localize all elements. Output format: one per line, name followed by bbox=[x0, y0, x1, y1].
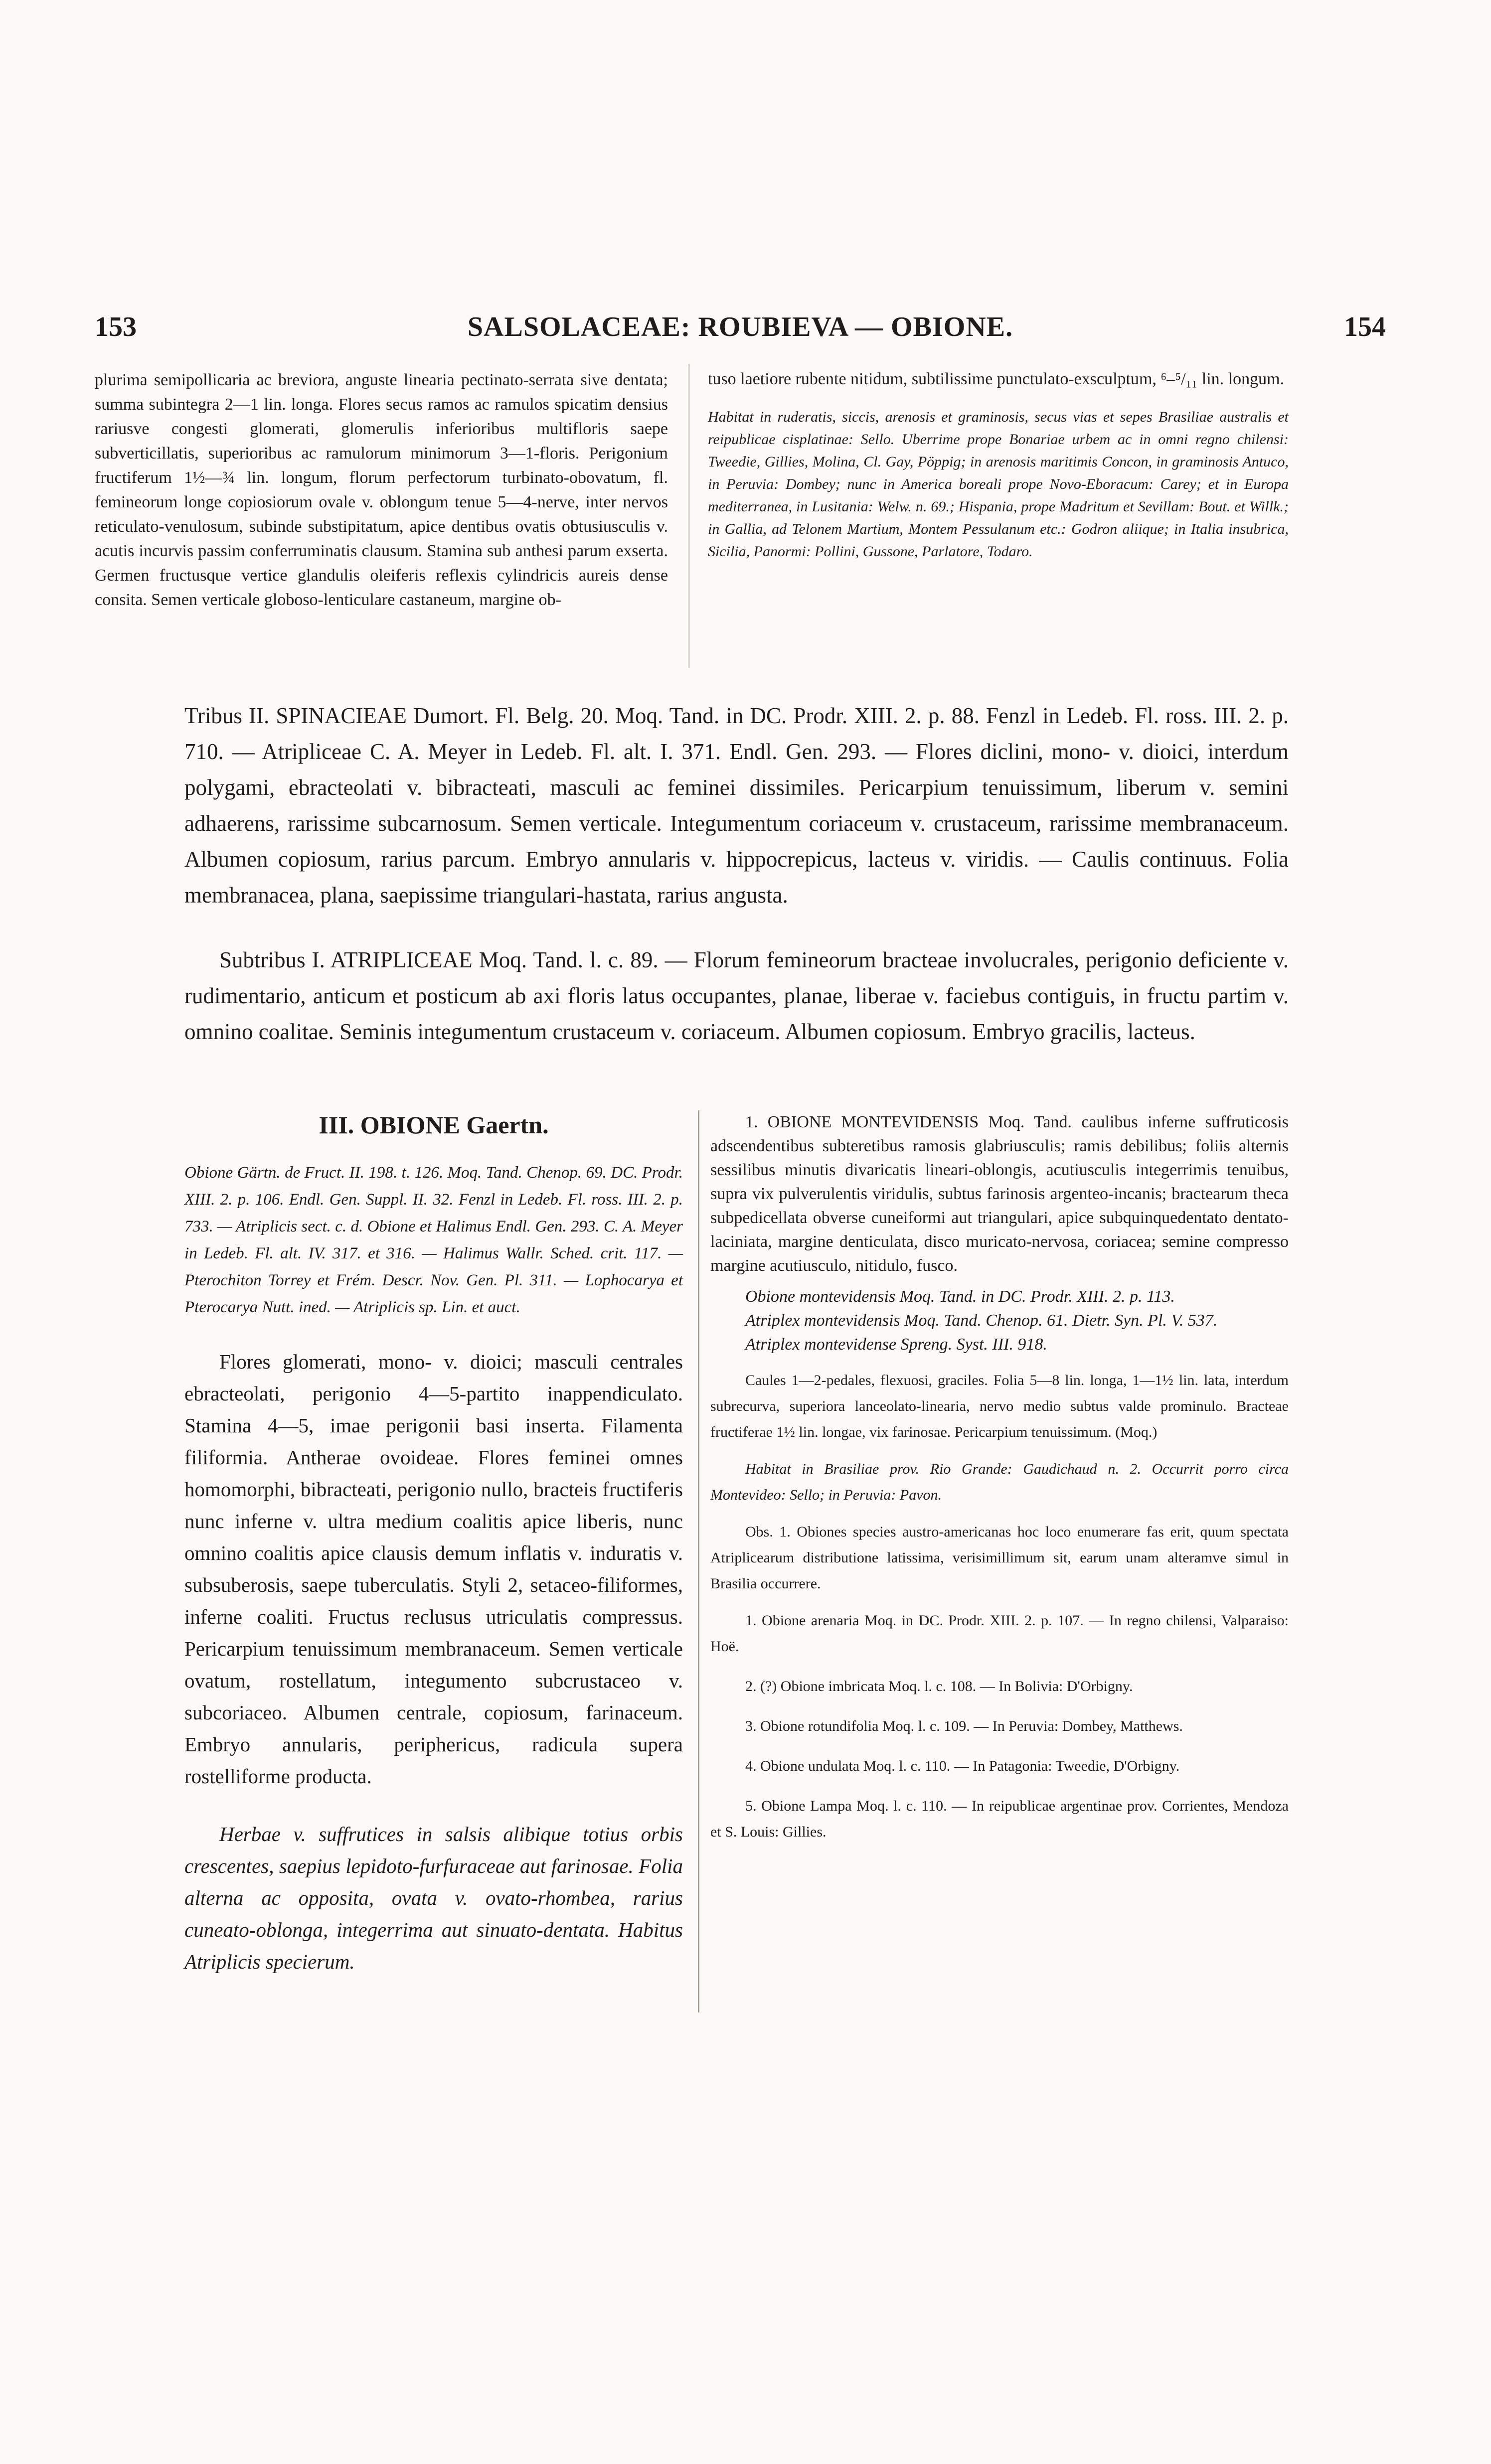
seed-description-end: tuso laetiore rubente nitidum, subtilissime punctulato-exsculptum, ⁶–⁵/₁₁ lin. longum. bbox=[708, 370, 1285, 388]
genus-title: III. OBIONE Gaertn. bbox=[319, 1111, 549, 1139]
species-diagnosis: 1. OBIONE MONTEVIDENSIS Moq. Tand. caulibus inferne suffruticosis adscendentibus subteretibus ramosis glabriusculis; ramis debilibus; foliis alternis sessilibus minutis divaricatis lineari-oblongis, acutiusculis integerrimis tenuibus, supra vix pulverulentis viridulis, subtus farinosis argenteo-incanis; bractearum theca subpedicellata obverse cuneiformi aut triangulari, apice subquinquedentato dentato-laciniata, margine denticulata, disco muricato-nervosa, coriacea; semine compresso margine acutiusculo, nitidulo, fusco. bbox=[710, 1113, 1289, 1275]
genus-habitus: Herbae v. suffrutices in salsis alibique totius orbis crescentes, saepius lepidoto-furfuraceae aut farinosae. Folia alterna ac opposita, ovata v. ovato-rhombea, rarius cuneato-oblonga, integerrima aut sinuato-dentata. Habitus Atriplicis specierum. bbox=[184, 1823, 683, 1973]
list-item: 1. Obione arenaria Moq. in DC. Prodr. XIII. 2. p. 107. — In regno chilensi, Valparaiso: Hoë. bbox=[710, 1612, 1289, 1655]
roubieva-description-continued: plurima semipollicaria ac breviora, anguste linearia pectinato-serrata sive dentata; summa subintegra 2—1 lin. longa. Flores secus ramos ac ramulos spicatim densius rariusve congesti glomerati, glomerulis inferioribus multifloris saepe subverticillatis, superioribus ac ramulorum minimorum 3—1-floris. Perigonium fructiferum 1½—¾ lin. longum, florum perfectorum turbinato-obovatum, fl. femineorum longe copiosiorum ovale v. oblongum tenue 5—4-nerve, inter nervos reticulato-venulosum, subinde substipitatum, apice dentibus ovatis obtusiusculis v. acutis incurvis passim conferruminatis clausum. Stamina sub anthesi parum exserta. Germen fructusque vertice glandulis oleiferis reflexis cylindricis aureis dense consita. Semen verticale globoso-lenticulare castaneum, margine ob- bbox=[95, 371, 668, 609]
list-item: 5. Obione Lampa Moq. l. c. 110. — In reipublicae argentinae prov. Corrientes, Mendoza et S. Louis: Gillies. bbox=[710, 1798, 1289, 1840]
subtribus-block bbox=[184, 942, 1289, 1050]
top-left-column bbox=[95, 368, 668, 612]
tribus-text: Tribus II. SPINACIEAE Dumort. Fl. Belg. 20. Moq. Tand. in DC. Prodr. XIII. 2. p. 88. Fenzl in Ledeb. Fl. ross. III. 2. p. 710. — Atripliceae C. A. Meyer in Ledeb. Fl. alt. I. 371. Endl. Gen. 293. — Flores diclini, mono- v. dioici, interdum polygami, ebracteolati v. bibracteati, masculi ac feminei dissimiles. Pericarpium tenuissimum, liberum v. semini adhaerens, rarissime subcarnosum. Semen verticale. Integumentum coriaceum v. crustaceum, rarissime membranaceum. Albumen copiosum, rarius parcum. Embryo annularis v. hippocrepicus, lacteus v. viridis. — Caulis continuus. Folia membranacea, plana, saepissime triangulari-hastata, rarius angusta. bbox=[184, 703, 1289, 908]
species-synonym-3: Atriplex montevidense Spreng. Syst. III. 918. bbox=[745, 1335, 1047, 1354]
species-column bbox=[710, 1110, 1289, 1845]
right-page-number: 154 bbox=[1344, 311, 1386, 342]
column-divider-top bbox=[688, 364, 692, 668]
list-item: 3. Obione rotundifolia Moq. l. c. 109. — In Peruvia: Dombey, Matthews. bbox=[745, 1718, 1183, 1734]
top-right-column bbox=[708, 368, 1289, 563]
column-divider-bottom bbox=[698, 1110, 699, 2012]
running-title: SALSOLACEAE: ROUBIEVA — OBIONE. bbox=[467, 311, 1013, 342]
subtribus-text: Subtribus I. ATRIPLICEAE Moq. Tand. l. c. 89. — Florum femineorum bracteae involucrales, perigonio deficiente v. rudimentario, anticum et posticum ab axi floris latus occupantes, planae, liberae v. faciebus contiguis, in fructu partim v. omnino coalitae. Seminis integumentum crustaceum v. coriaceum. Albumen copiosum. Embryo gracilis, lacteus. bbox=[184, 947, 1289, 1044]
roubieva-habitat: Habitat in ruderatis, siccis, arenosis et graminosis, secus vias et sepes Brasiliae australis et reipublicae cisplatinae: Sello. Uberrime prope Bonariae urbem ac in omni regno chilensi: Tweedie, Gillies, Molina, Cl. Gay, Pöppig; in arenosis maritimis Concon, in graminosis Antuco, in Peruvia: Dombey; nunc in America boreali prope Novo-Eboracum: Carey; et in Europa mediterranea, in Lusitania: Welw. n. 69.; Hispania, prope Madritum et Sevillam: Bout. et Willk.; in Gallia, ad Telonem Martium, Montem Pessulanum etc.: Godron aliique; in Italia insubrica, Sicilia, Panormi: Pollini, Gussone, Parlatore, Todaro. bbox=[708, 409, 1289, 560]
list-item: 4. Obione undulata Moq. l. c. 110. — In Patagonia: Tweedie, D'Orbigny. bbox=[745, 1758, 1180, 1774]
species-habitat: Habitat in Brasiliae prov. Rio Grande: Gaudichaud n. 2. Occurrit porro circa Montevideo: Sello; in Peruvia: Pavon. bbox=[710, 1461, 1289, 1503]
genus-description: Flores glomerati, mono- v. dioici; masculi centrales ebracteolati, perigonio 4—5-partito inappendiculato. Stamina 4—5, imae perigonii basi inserta. Filamenta filiformia. Antherae ovoideae. Flores feminei omnes homomorphi, bibracteati, perigonio nullo, bracteis fructiferis nunc inferne v. ultra medium coalitis apice liberis, nunc omnino coalitis apice clausis demum inflatis v. induratis v. subsuberosis, saepe tuberculatis. Styli 2, setaceo-filiformes, inferne coaliti. Fructus reclusus utriculatis compressus. Pericarpium tenuissimum membranaceum. Semen verticale ovatum, rostellatum, integumento subcrustaceo v. subcoriaceo. Albumen centrale, copiosum, farinaceum. Embryo annularis, periphericus, radicula supera rostelliforme producta. bbox=[184, 1350, 683, 1788]
species-synonym-1: Obione montevidensis Moq. Tand. in DC. Prodr. XIII. 2. p. 113. bbox=[745, 1287, 1175, 1306]
genus-synonymy: Obione Gärtn. de Fruct. II. 198. t. 126. Moq. Tand. Chenop. 69. DC. Prodr. XIII. 2. p. 106. Endl. Gen. Suppl. II. 32. Fenzl in Ledeb. Fl. ross. III. 2. p. 733. — Atriplicis sect. c. d. Obione et Halimus Endl. Gen. 293. C. A. Meyer in Ledeb. Fl. alt. IV. 317. et 316. — Halimus Wallr. Sched. crit. 117. — Pterochiton Torrey et Frém. Descr. Nov. Gen. Pl. 311. — Lophocarya et Pterocarya Nutt. ined. — Atriplicis sp. Lin. et auct. bbox=[184, 1164, 683, 1316]
species-observation: Obs. 1. Obiones species austro-americanas hoc loco enumerare fas erit, quum spectata Atriplicearum distributione latissima, verisimillimum sit, earum unam alteramve simul in Brasilia occurrere. bbox=[710, 1524, 1289, 1592]
species-measures: Caules 1—2-pedales, flexuosi, graciles. Folia 5—8 lin. longa, 1—1½ lin. lata, interdum subrecurva, superiora lanceolato-linearia, nervo medio subtus valde prominulo. Bracteae fructiferae 1½ lin. longae, vix farinosae. Pericarpium tenuissimum. (Moq.) bbox=[710, 1372, 1289, 1440]
page-header bbox=[95, 311, 1386, 346]
left-page-number: 153 bbox=[95, 311, 137, 342]
species-synonym-2: Atriplex montevidensis Moq. Tand. Chenop. 61. Dietr. Syn. Pl. V. 537. bbox=[745, 1311, 1218, 1330]
list-item: 2. (?) Obione imbricata Moq. l. c. 108. — In Bolivia: D'Orbigny. bbox=[745, 1678, 1133, 1694]
tribus-block bbox=[184, 698, 1289, 913]
genus-column bbox=[184, 1110, 683, 1978]
